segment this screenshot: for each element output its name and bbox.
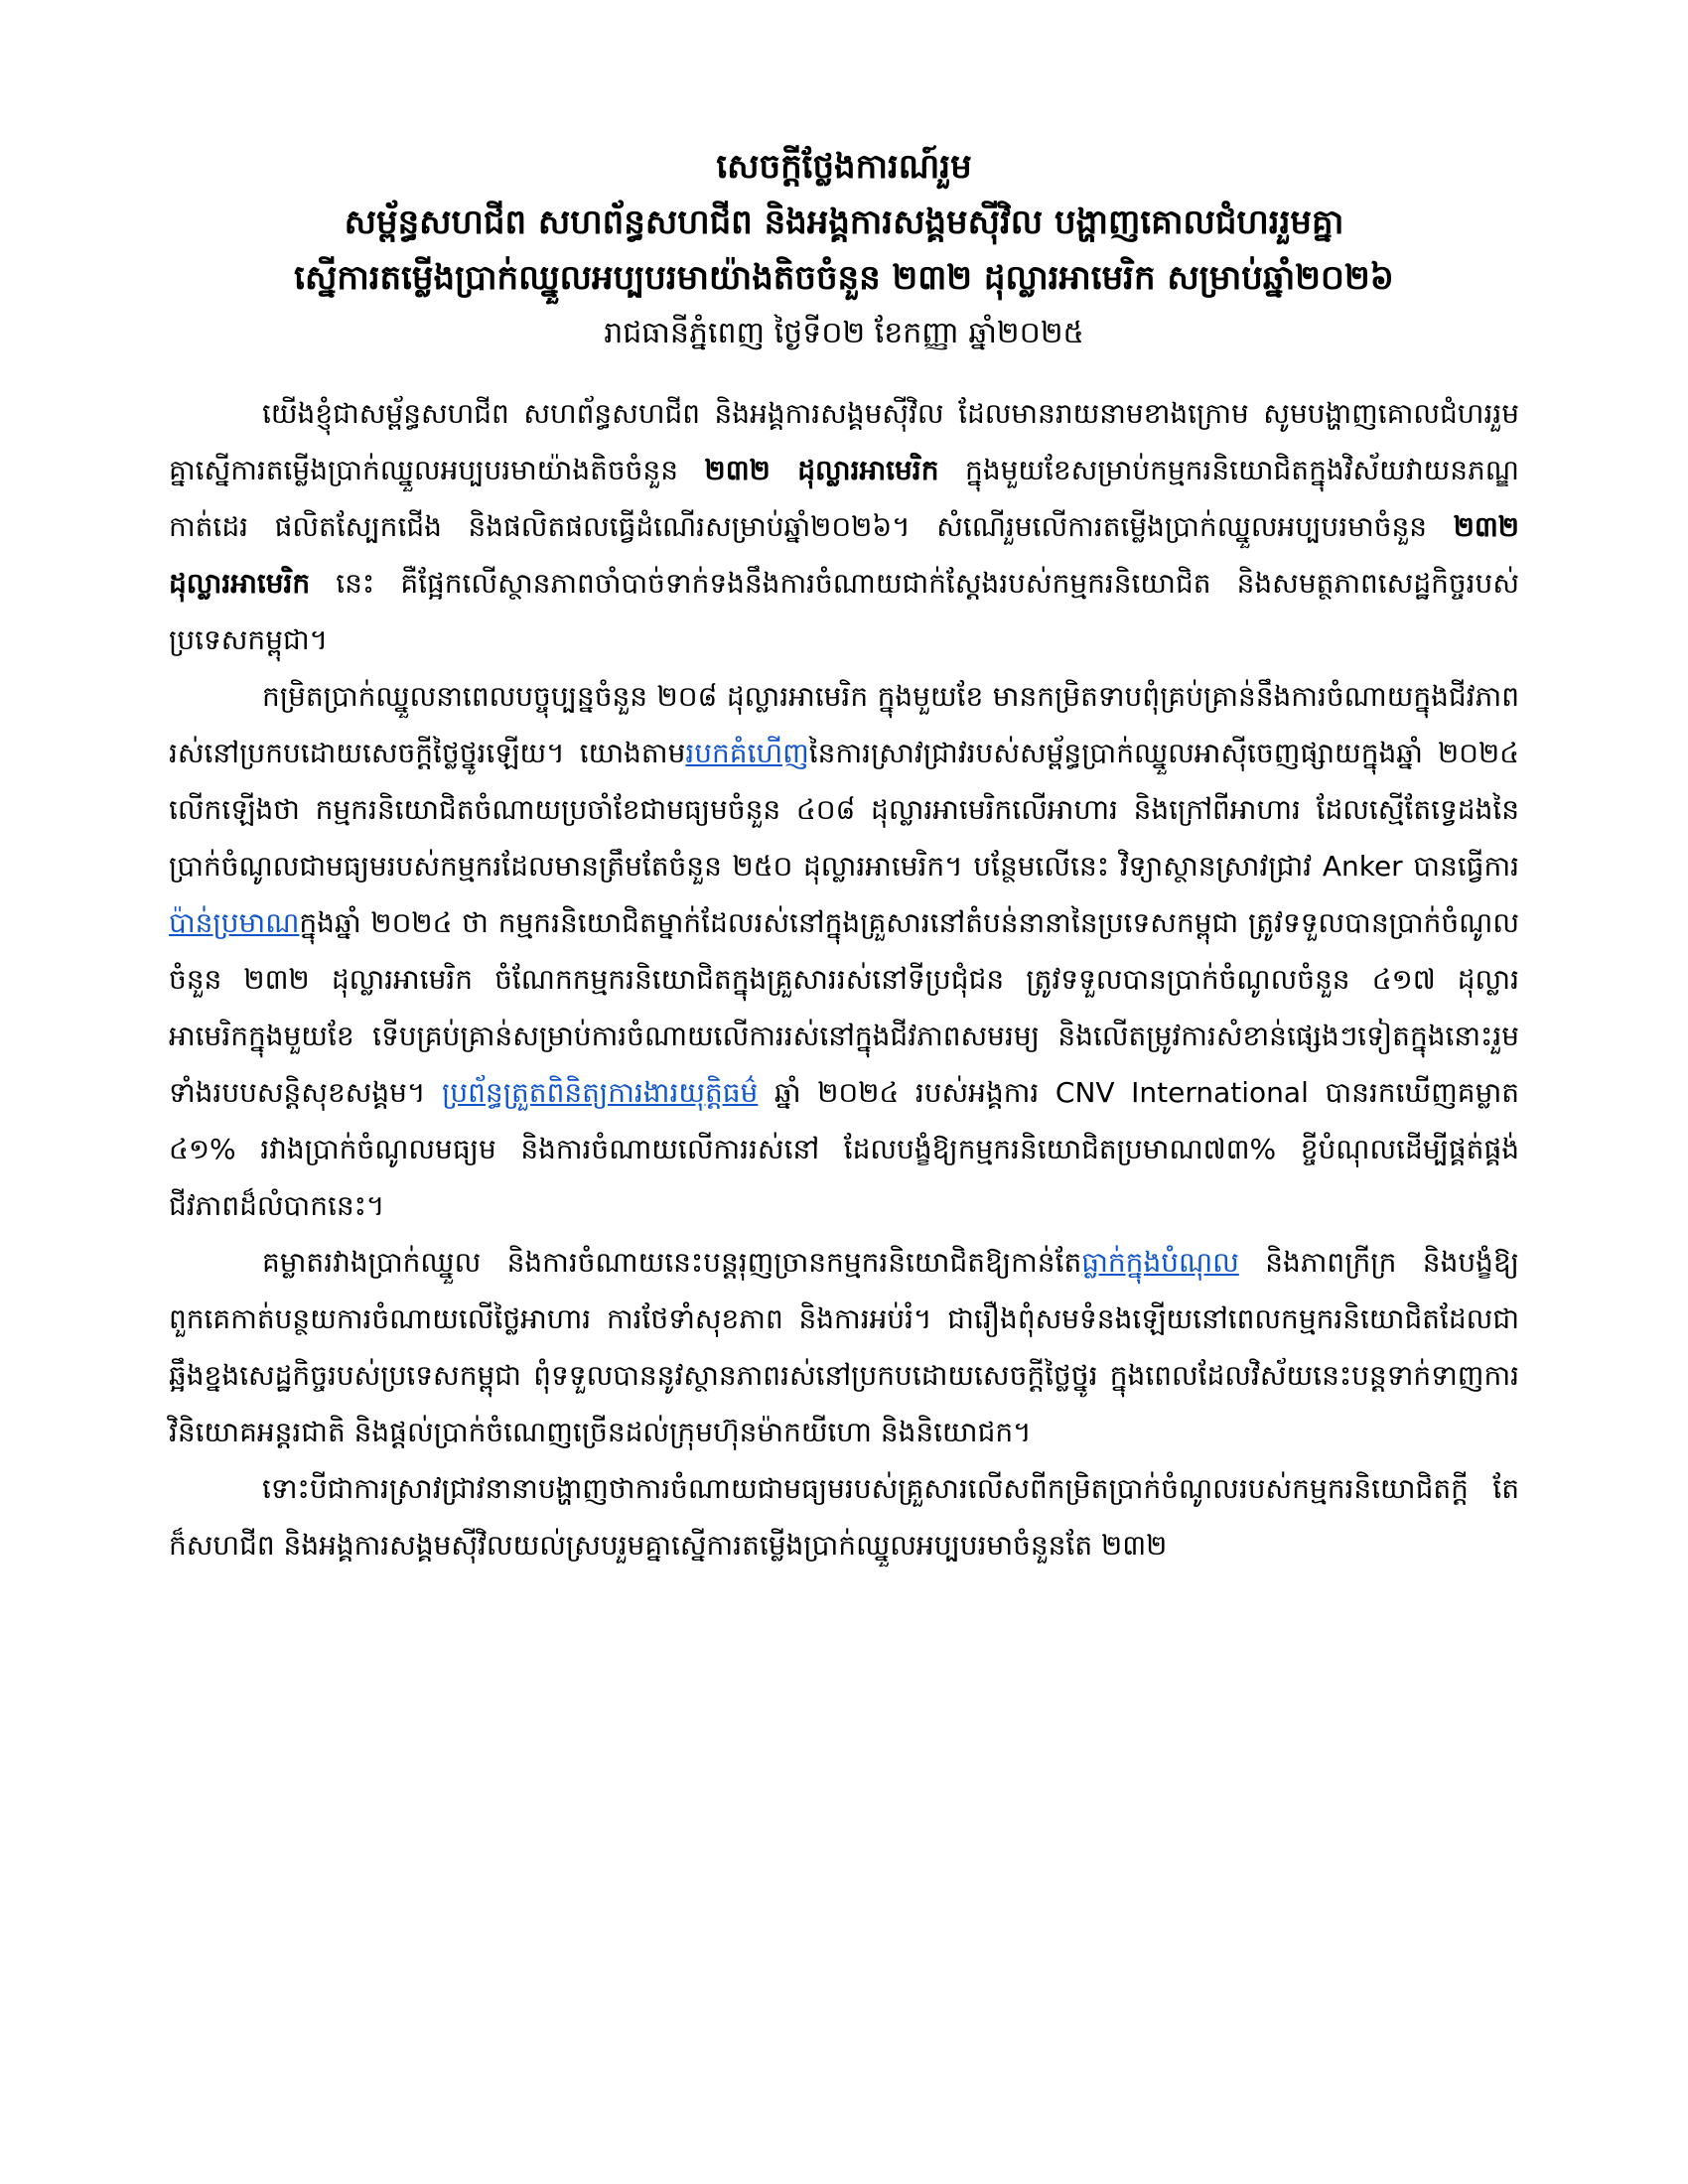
paragraph-1-text-b: ក្នុងមួយខែសម្រាប់កម្មករនិយោជិតក្នុងវិស័យវាយនភណ្ឌកាត់ដេរ ផលិតស្បែកជើង និងផលិតផលធ្វើដំណើរសម្រាប់ឆ្នាំ២០២៦។ សំណើរួមលើការតម្លើងប្រាក់ឈ្នួលអប្បបរមាចំនួន [169, 454, 1519, 543]
paragraph-2-text-a: កម្រិតប្រាក់ឈ្នួលនាពេលបច្ចុប្បន្នចំនួន ២០៨ ដុល្លារអាមេរិក ក្នុងមួយខែ មានកម្រិតទាបពុំគ្រប់គ្រាន់នឹងការចំណាយក្នុងជីវភាពរស់នៅប្រកបដោយសេចក្តីថ្លៃថ្នូរឡើយ។ យោងតាម [169, 680, 1519, 769]
paragraph-2-text-d: ឆ្នាំ ២០២៤ របស់អង្គការ CNV International បានរកឃើញគម្លាត ៤១% រវាងប្រាក់ចំណូលមធ្យម និងការចំណាយលើការរស់នៅ ដែលបង្ខំឱ្យកម្មករនិយោជិតប្រមាណ៧៣% ខ្ចីបំណុលដើម្បីផ្គត់ផ្គង់ជីវភាពដ៏លំបាកនេះ។ [169, 1076, 1519, 1222]
paragraph-2-text-c: ក្នុងឆ្នាំ ២០២៤ ថា កម្មករនិយោជិតម្នាក់ដែលរស់នៅក្នុងគ្រួសារនៅតំបន់នានានៃប្រទេសកម្ពុជា ត្រូវទទួលបានប្រាក់ចំណូលចំនួន ២៣២ ដុល្លារអាមេរិក ចំណែកកម្មករនិយោជិតក្នុងគ្រួសាររស់នៅទីប្រជុំជន ត្រូវទទួលបានប្រាក់ចំណូលចំនួន ៤១៧ ដុល្លារអាមេរិកក្នុងមួយខែ ទើបគ្រប់គ្រាន់សម្រាប់ការចំណាយលើការរស់នៅក្នុងជីវភាពសមរម្យ និងលើតម្រូវការសំខាន់ផ្សេងៗទៀតក្នុងនោះរួមទាំងរបបសន្តិសុខសង្គម។ [169, 906, 1519, 1109]
paragraph-4-text-a: ទោះបីជាការស្រាវជ្រាវនានាបង្ហាញថាការចំណាយជាមធ្យមរបស់គ្រួសារលើសពីកម្រិតប្រាក់ចំណូលរបស់កម្មករនិយោជិតក្តី តែក៏សហជីព និងអង្គការសង្គមស៊ីវិលយល់ស្របរួមគ្នាស្នើការតម្លើងប្រាក់ឈ្នួលអប្បបរមាចំនួនតែ ២៣២ [169, 1472, 1519, 1562]
heading-subtitle-line-1: សម្ព័ន្ធសហជីព សហព័ន្ធសហជីព និងអង្គការសង្គមស៊ីវិល បង្ហាញគោលជំហររួមគ្នា [344, 203, 1344, 242]
heading-subtitle-line-2: ស្នើការតម្លើងប្រាក់ឈ្នួលអប្បបរមាយ៉ាងតិចចំនួន ២៣២ ដុល្លារអាមេរិក សម្រាប់ឆ្នាំ២០២៦ [294, 258, 1394, 298]
heading-title: សេចក្តីថ្លែងការណ៍រួម [716, 147, 972, 187]
paragraph-3 [169, 1234, 1519, 1460]
paragraph-3-text-b: និងភាពក្រីក្រ និងបង្ខំឱ្យពួកគេកាត់បន្ថយការចំណាយលើថ្លៃអាហារ ការថែទាំសុខភាព និងការអប់រំ។ ជារឿងពុំសមទំនងឡើយនៅពេលកម្មករនិយោជិតដែលជាឆ្អឹងខ្នងសេដ្ឋកិច្ចរបស់ប្រទេសកម្ពុជា ពុំទទួលបាននូវស្ថានភាពរស់នៅប្រកបដោយសេចក្តីថ្លៃថ្នូរ ក្នុងពេលដែលវិស័យនេះបន្តទាក់ទាញការវិនិយោគអន្តរជាតិ និងផ្តល់ប្រាក់ចំណេញច្រើនដល់ក្រុមហ៊ុនម៉ាកយីហោ និងនិយោជក។ [169, 1246, 1520, 1448]
paragraph-1-text-c: នេះ គឺផ្អែកលើស្ថានភាពចាំបាច់ទាក់ទងនឹងការចំណាយជាក់ស្តែងរបស់កម្មករនិយោជិត និងសមត្ថភាពសេដ្ឋកិច្ចរបស់ប្រទេសកម្ពុជា។ [169, 567, 1519, 656]
findings-link[interactable]: របកគំហើញ [685, 737, 809, 769]
estimate-link[interactable]: ប៉ាន់ប្រមាណ [169, 906, 300, 939]
paragraph-2 [169, 668, 1519, 1234]
paragraph-1-bold-amount-a: ២៣២ ដុល្លារអាមេរិក [704, 454, 939, 486]
debt-link[interactable]: ធ្លាក់ក្នុងបំណុល [1081, 1246, 1239, 1279]
paragraph-3-text-a: គម្លាតរវាងប្រាក់ឈ្នួល និងការចំណាយនេះបន្តរុញច្រានកម្មករនិយោជិតឱ្យកាន់តែ [262, 1246, 1082, 1279]
fair-work-monitor-link[interactable]: ប្រព័ន្ធត្រួតពិនិត្យការងារយុត្តិធម៌ [442, 1076, 759, 1109]
paragraph-1-bold-amount-b: ២៣២ ដុល្លារអាមេរិក [169, 510, 1519, 600]
paragraph-1-text-a: យើងខ្ញុំជាសម្ព័ន្ធសហជីព សហព័ន្ធសហជីព និងអង្គការសង្គមស៊ីវិល ដែលមានរាយនាមខាងក្រោម សូមបង្ហាញគោលជំហររួមគ្នាស្នើការតម្លើងប្រាក់ឈ្នួលអប្បបរមាយ៉ាងតិចចំនួន [169, 397, 1519, 486]
paragraph-1 [169, 385, 1519, 668]
paragraph-2-text-b: នៃការស្រាវជ្រាវរបស់សម្ព័ន្ធប្រាក់ឈ្នួលអាស៊ីចេញផ្សាយក្នុងឆ្នាំ ២០២៤ លើកឡើងថា កម្មករនិយោជិតចំណាយប្រចាំខែជាមធ្យមចំនួន ៤០៨ ដុល្លារអាមេរិកលើអាហារ និងក្រៅពីអាហារ ដែលស្មើតែទ្វេដងនៃប្រាក់ចំណូលជាមធ្យមរបស់កម្មករដែលមានត្រឹមតែចំនួន ២៥០ ដុល្លារអាមេរិក។ បន្ថែមលើនេះ វិទ្យាស្ថានស្រាវជ្រាវ Anker បានធ្វើការ [169, 737, 1519, 883]
statement-heading [169, 139, 1519, 306]
paragraph-4 [169, 1460, 1519, 1573]
dateline: រាជធានីភ្នំពេញ ថ្ងៃទី០២ ខែកញ្ញា ឆ្នាំ២០២៥ [604, 316, 1084, 350]
